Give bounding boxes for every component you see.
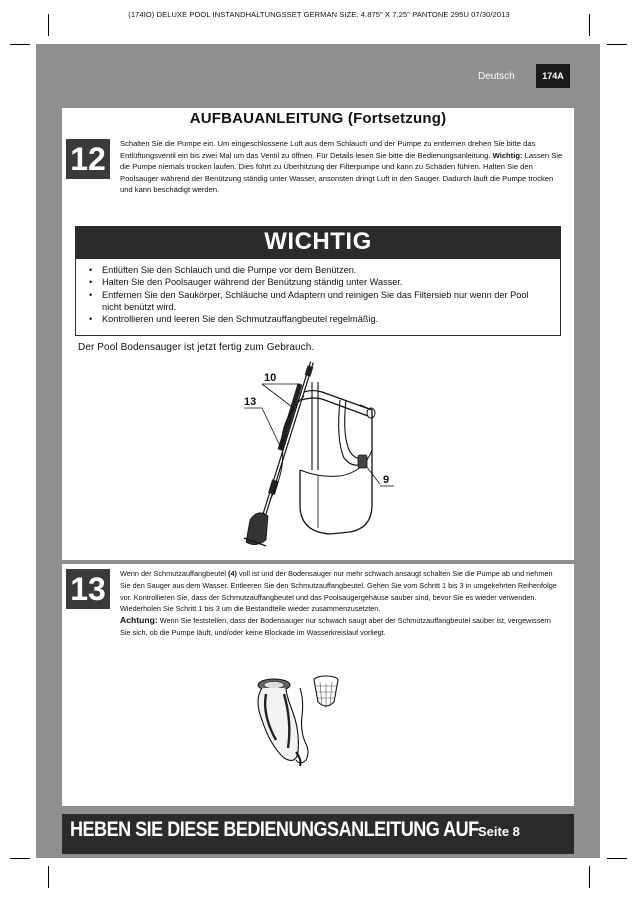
step-12-warning-label: Wichtig: <box>492 150 523 160</box>
page-code-badge: 174A <box>536 64 570 88</box>
step-12-text-part1: Schalten Sie die Pumpe ein. Um eingeschlossene Luft aus dem Schlauch und der Pumpe zu entfernen drehen Sie bitte das Entlüftungsventil ein bis zwei Mal um das Ventil zu öffnen. Für Details lesen Sie bitte die Bedienungsanleitung. <box>120 139 536 160</box>
figure-label-9: 9 <box>383 474 390 486</box>
footer-slogan: HEBEN SIE DIESE BEDIENUNGSANLEITUNG AUF <box>70 818 479 841</box>
figure-label-10: 10 <box>264 372 277 384</box>
step-12-text-part2: Lassen Sie die Pumpe niemals trocken laufen. Dies führt zu Überhitzung der Filterpumpe und kann zu Schäden führen. Halten Sie den Poolsauger während der Benützung ständig unter Wasser, ansonsten dringt Luft in den Sauger. Dadurch läuft die Pumpe trocken und kann beschädigt werden. <box>120 150 563 194</box>
ready-statement: Der Pool Bodensauger ist jetzt fertig zum Gebrauch. <box>78 342 315 353</box>
step-number-12: 12 <box>66 139 110 179</box>
important-item: • Entfernen Sie den Saukörper, Schläuche und Adaptern und reinigen Sie das Filtersieb nur wenn der Pool nicht benützt wird. <box>89 289 549 314</box>
important-heading: WICHTIG <box>75 226 561 258</box>
section-title: AUFBAUANLEITUNG (Fortsetzung) <box>189 110 447 127</box>
step-number-13: 13 <box>66 569 110 609</box>
step-13-part-ref: (4) <box>228 569 237 578</box>
step-13-caution-text: Wenn Sie feststellen, dass der Bodensauger nur schwach saugt aber der Schmutzauffangbeutel sauber ist, vergewissern Sie sich, ob die Pumpe läuft, und/oder keine Blockade im Wasserkreislauf vorliegt. <box>120 616 551 637</box>
step-13-caution-label: Achtung: <box>120 615 158 626</box>
step-13-text-part1: Wenn der Schmutzauffangbeutel <box>120 569 229 578</box>
page-number: Seite 8 <box>478 824 520 839</box>
important-item: • Kontrollieren und leeren Sie den Schmutzauffangbeutel regelmäßig. <box>89 313 549 325</box>
print-info-line: (174IO) DELUXE POOL INSTANDHALTUNGSSET GERMAN SIZE: 4.875" X 7.25" PANTONE 295U 07/30/2013 <box>128 10 510 19</box>
important-item: • Entlüften Sie den Schlauch und die Pumpe vor dem Benützen. <box>89 264 549 276</box>
figure-label-13: 13 <box>244 396 257 408</box>
language-label: Deutsch <box>478 71 515 82</box>
step-13-text-part2: voll ist und der Bodensauger nur mehr schwach ansaugt schalten Sie die Pumpe ab und nehmen Sie den Sauger aus dem Wasser. Entleeren Sie den Schmutzauffangbeutel. Gehen Sie vom Schritt 1 bis 3 in umgekehrten Reihenfolge vor. Kontrollieren Sie, dass der Schmutzauffangbeutel und das Poolsaugergehäuse sauber sind, bevor Sie es wieder verwenden. Wiederholen Sie Schritt 1 bis 3 um die Bestandteile wieder zusammenzusetzten. <box>120 569 557 614</box>
important-item: • Halten Sie den Poolsauger während der Benützung ständig unter Wasser. <box>89 276 549 288</box>
